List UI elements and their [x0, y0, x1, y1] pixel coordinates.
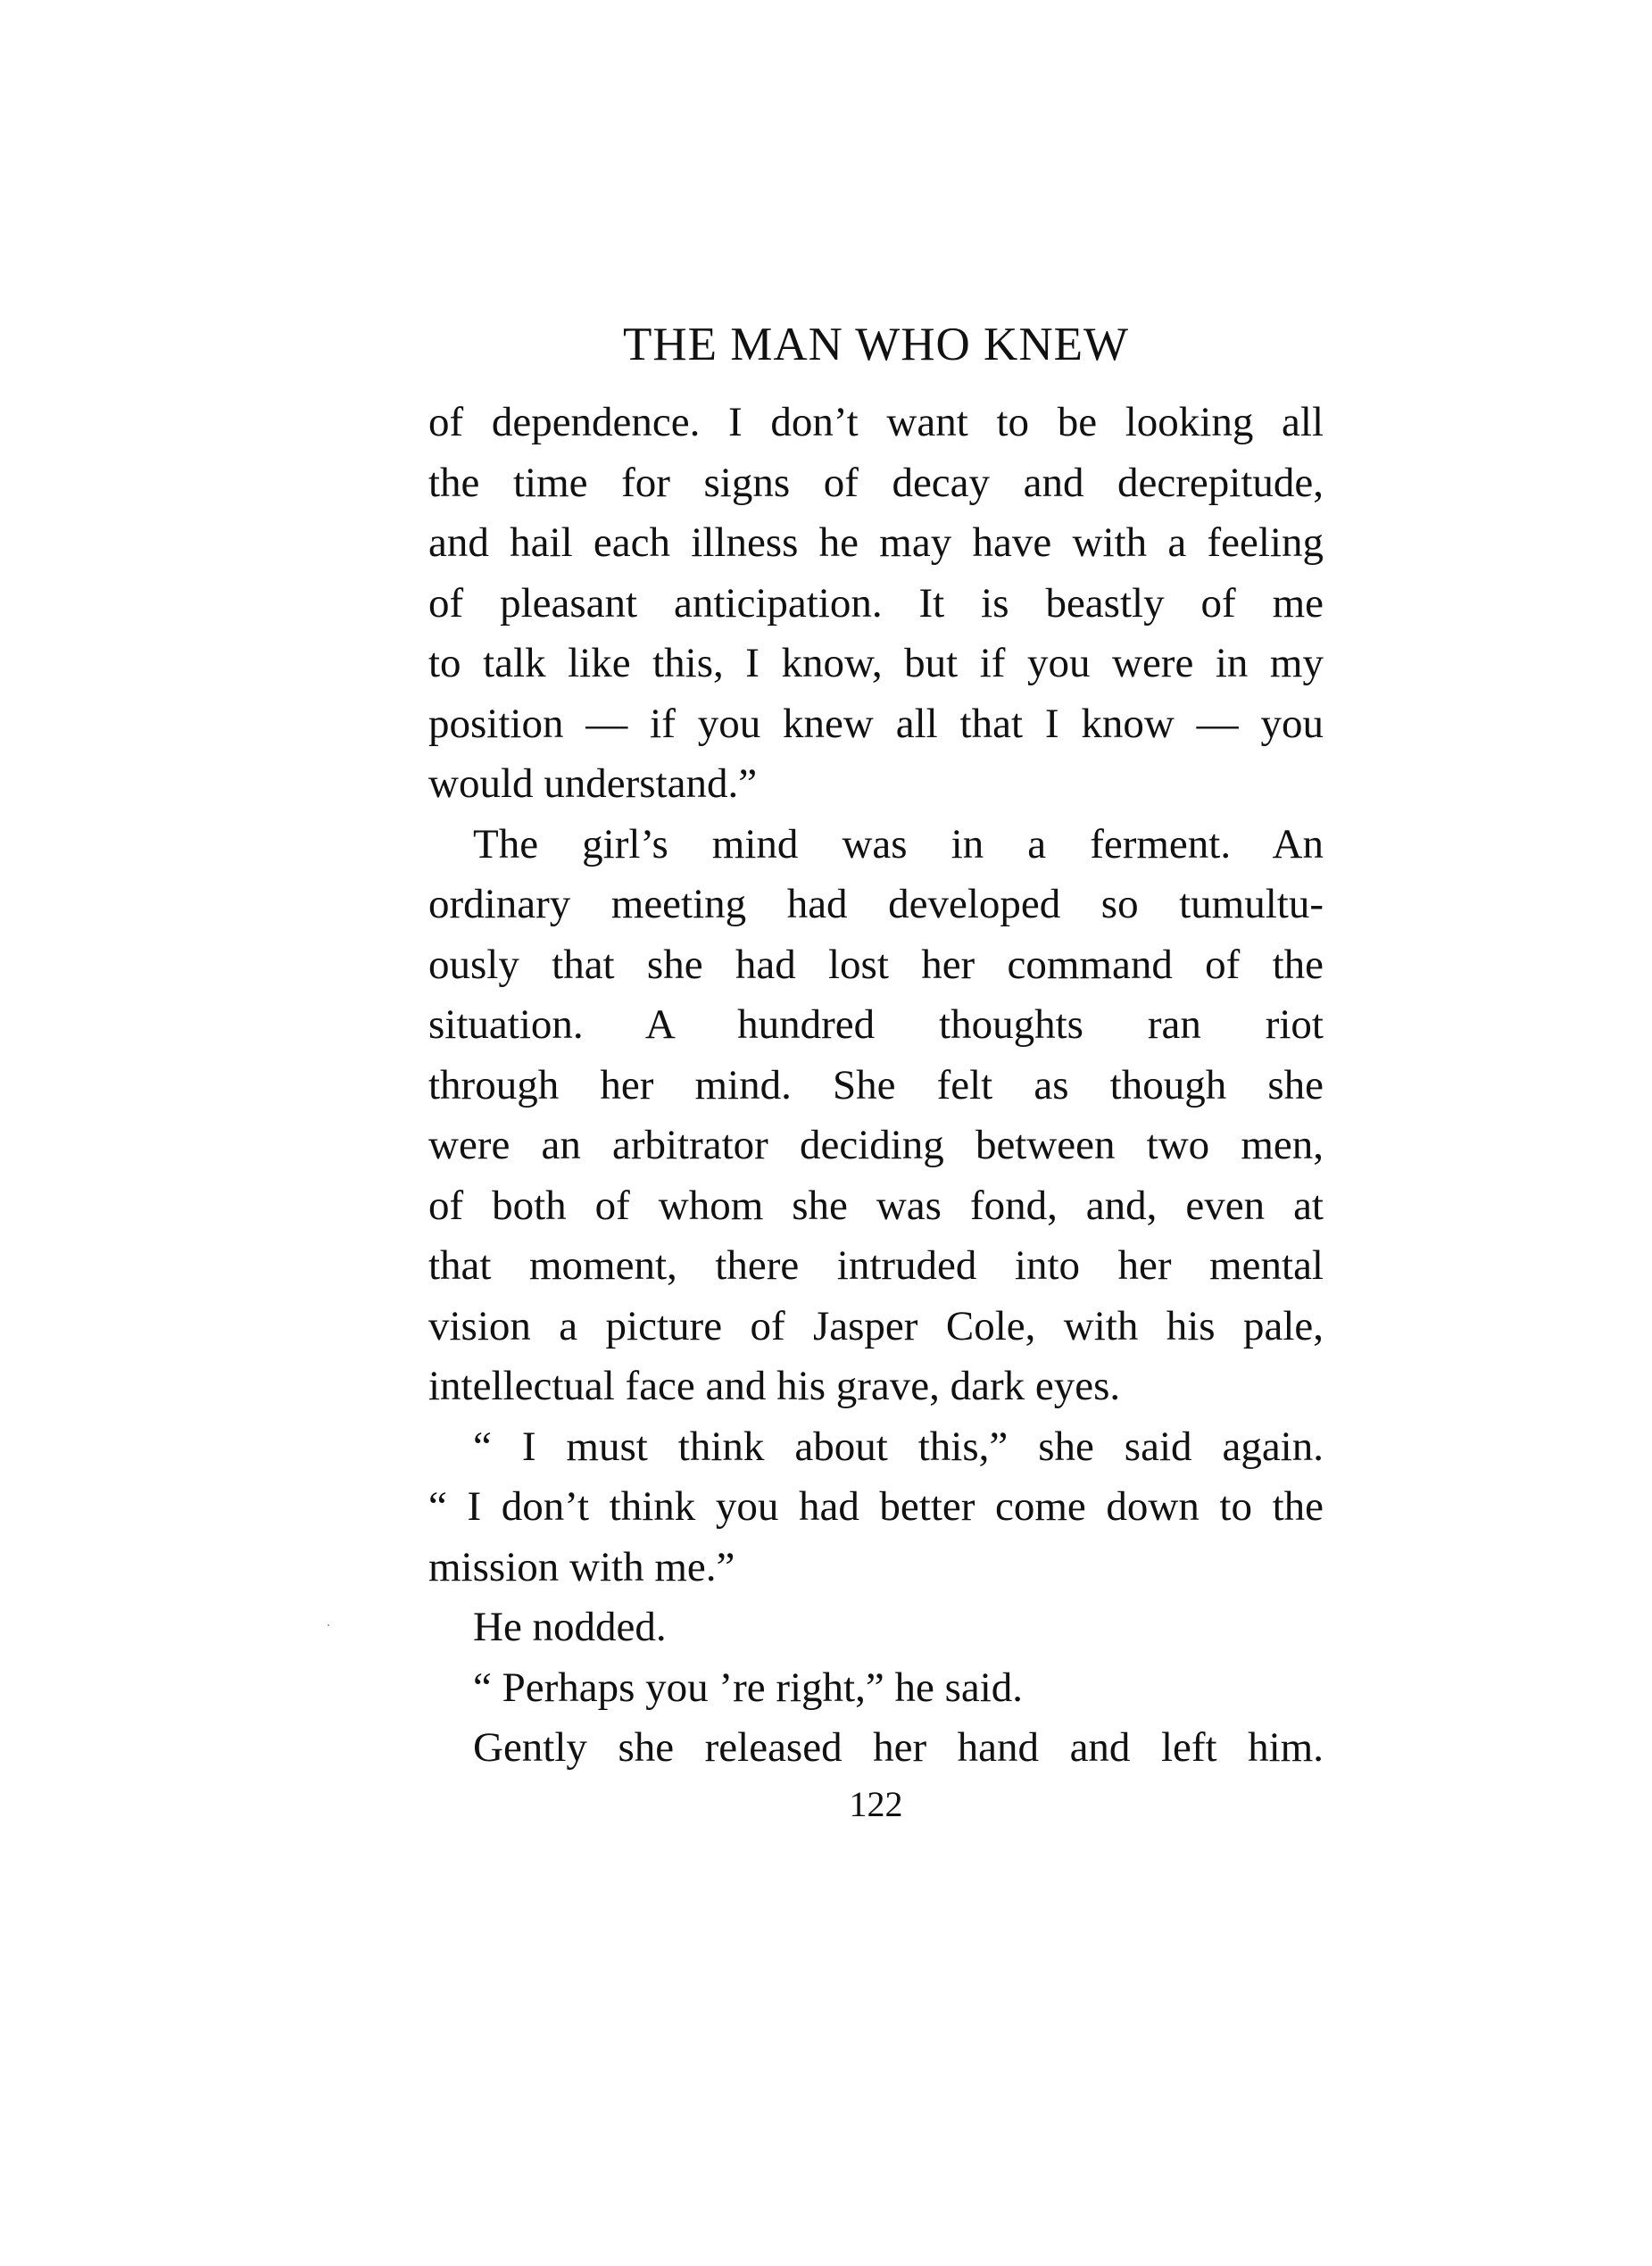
text-line: and hail each illness he may have with a feeling [428, 519, 1324, 566]
text-line: “ I must think about this,” she said again. [473, 1423, 1324, 1470]
text-line: intellectual face and his grave, dark eyes. [428, 1363, 1121, 1409]
text-line: that moment, there intruded into her mental [428, 1242, 1324, 1289]
text-line: of dependence. I don’t want to be looking all [428, 399, 1324, 445]
text-line: vision a picture of Jasper Cole, with his pale, [428, 1302, 1324, 1349]
text-line: “ Perhaps you ’re right,” he said. [473, 1664, 1024, 1711]
body-text [428, 393, 1324, 1779]
text-line: “ I don’t think you had better come down to the [428, 1483, 1324, 1530]
text-line: the time for signs of decay and decrepitude, [428, 459, 1324, 506]
text-line: through her mind. She felt as though she [428, 1061, 1324, 1108]
scan-speck [328, 1624, 329, 1626]
text-line: situation. A hundred thoughts ran riot [428, 1001, 1324, 1048]
text-line: ordinary meeting had developed so tumultu- [428, 881, 1324, 927]
text-line: Gently she released her hand and left him. [473, 1724, 1324, 1771]
text-line: The girl’s mind was in a ferment. An [473, 820, 1324, 867]
text-line: ously that she had lost her command of the [428, 941, 1324, 988]
page-number: 122 [849, 1784, 903, 1824]
text-line: mission with me.” [428, 1543, 735, 1590]
text-line: of both of whom she was fond, and, even at [428, 1182, 1324, 1229]
text-line: He nodded. [473, 1604, 667, 1650]
text-line: to talk like this, I know, but if you were in my [428, 640, 1324, 686]
running-head: THE MAN WHO KNEW [622, 319, 1129, 370]
text-line: would understand.” [428, 760, 758, 807]
text-line: were an arbitrator deciding between two men, [428, 1122, 1324, 1168]
text-line: of pleasant anticipation. It is beastly of me [428, 579, 1324, 627]
text-line: position — if you knew all that I know — you [428, 700, 1324, 747]
